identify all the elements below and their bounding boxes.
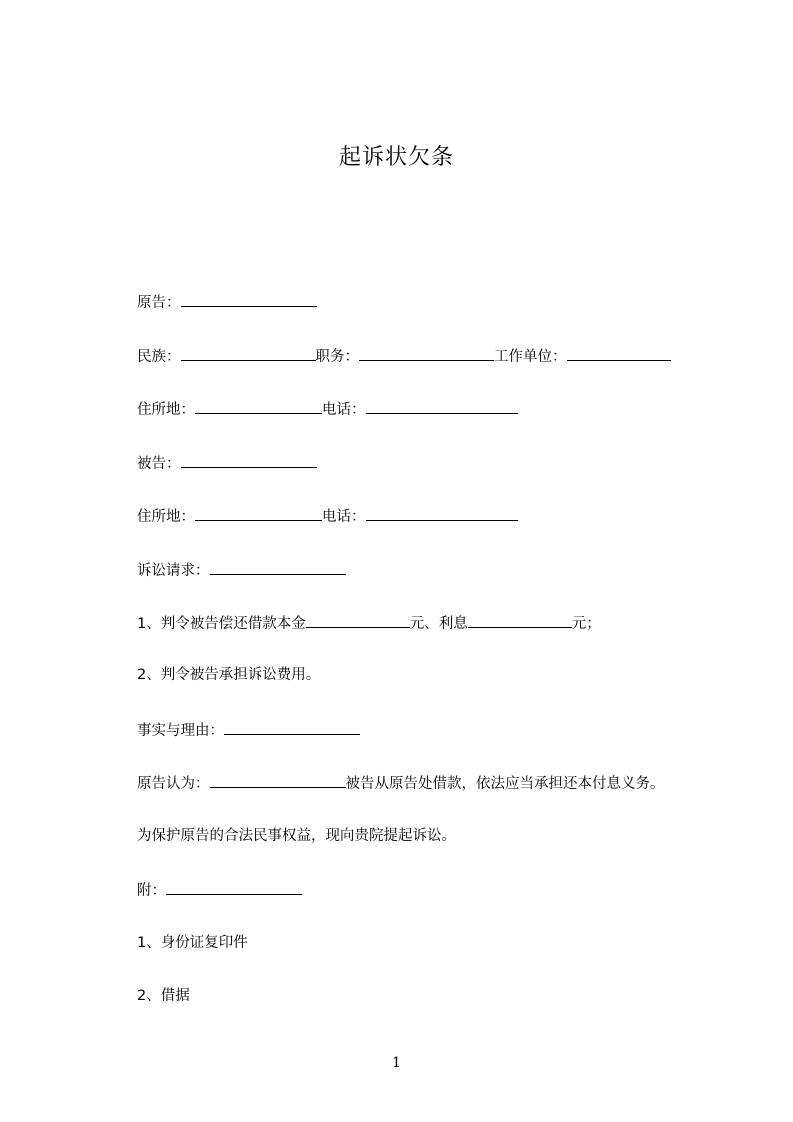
- ethnicity-label: 民族：: [137, 349, 181, 365]
- defendant-phone-label: 电话：: [322, 509, 366, 525]
- plaintiff-phone-blank[interactable]: [366, 398, 518, 414]
- attachment-item-1: 1、身份证复印件: [137, 935, 248, 951]
- employer-blank[interactable]: [567, 345, 671, 361]
- facts-label: 事实与理由：: [137, 723, 224, 739]
- opinion-blank[interactable]: [210, 772, 346, 788]
- claims-label: 诉讼请求：: [137, 563, 210, 579]
- defendant-phone-blank[interactable]: [366, 505, 518, 521]
- defendant-label: 被告：: [137, 456, 181, 472]
- defendant-address-blank[interactable]: [195, 505, 322, 521]
- claim-1-suffix: 元；: [571, 616, 601, 632]
- interest-amount-blank[interactable]: [468, 612, 572, 628]
- defendant-name-blank[interactable]: [181, 452, 317, 468]
- document-title: 起诉状欠条: [338, 145, 454, 170]
- opinion-line: [137, 772, 665, 794]
- opinion-suffix: 被告从原告处借款，依法应当承担还本付息义务。: [345, 776, 665, 792]
- claims-blank[interactable]: [210, 559, 346, 575]
- protection-line: 为保护原告的合法民事权益，现向贵院提起诉讼。: [137, 828, 456, 844]
- plaintiff-address-label: 住所地：: [137, 402, 195, 418]
- plaintiff-phone-label: 电话：: [322, 402, 366, 418]
- principal-amount-blank[interactable]: [306, 612, 410, 628]
- claim-1-mid: 元、利息: [409, 616, 468, 632]
- claim-2-line: 2、判令被告承担诉讼费用。: [137, 667, 321, 683]
- plaintiff-details-line: [137, 345, 671, 367]
- attachment-line: [137, 879, 302, 901]
- claim-1-prefix: 1、判令被告偿还借款本金: [137, 616, 306, 632]
- plaintiff-line: [137, 291, 317, 313]
- plaintiff-label: 原告：: [137, 295, 181, 311]
- attachment-item-2: 2、借据: [137, 988, 190, 1004]
- opinion-prefix: 原告认为：: [137, 776, 210, 792]
- ethnicity-blank[interactable]: [181, 345, 316, 361]
- facts-line: [137, 719, 360, 741]
- attachment-label: 附：: [137, 883, 166, 899]
- defendant-line: [137, 452, 317, 474]
- position-blank[interactable]: [359, 345, 494, 361]
- position-label: 职务：: [315, 349, 359, 365]
- plaintiff-address-blank[interactable]: [195, 398, 322, 414]
- facts-blank[interactable]: [224, 719, 360, 735]
- plaintiff-name-blank[interactable]: [181, 291, 317, 307]
- defendant-address-label: 住所地：: [137, 509, 195, 525]
- employer-label: 工作单位：: [494, 349, 567, 365]
- defendant-address-line: [137, 505, 518, 527]
- attachment-blank[interactable]: [166, 879, 302, 895]
- claim-1-line: [137, 612, 601, 634]
- page-number: 1: [392, 1055, 401, 1071]
- claims-line: [137, 559, 346, 581]
- plaintiff-address-line: [137, 398, 518, 420]
